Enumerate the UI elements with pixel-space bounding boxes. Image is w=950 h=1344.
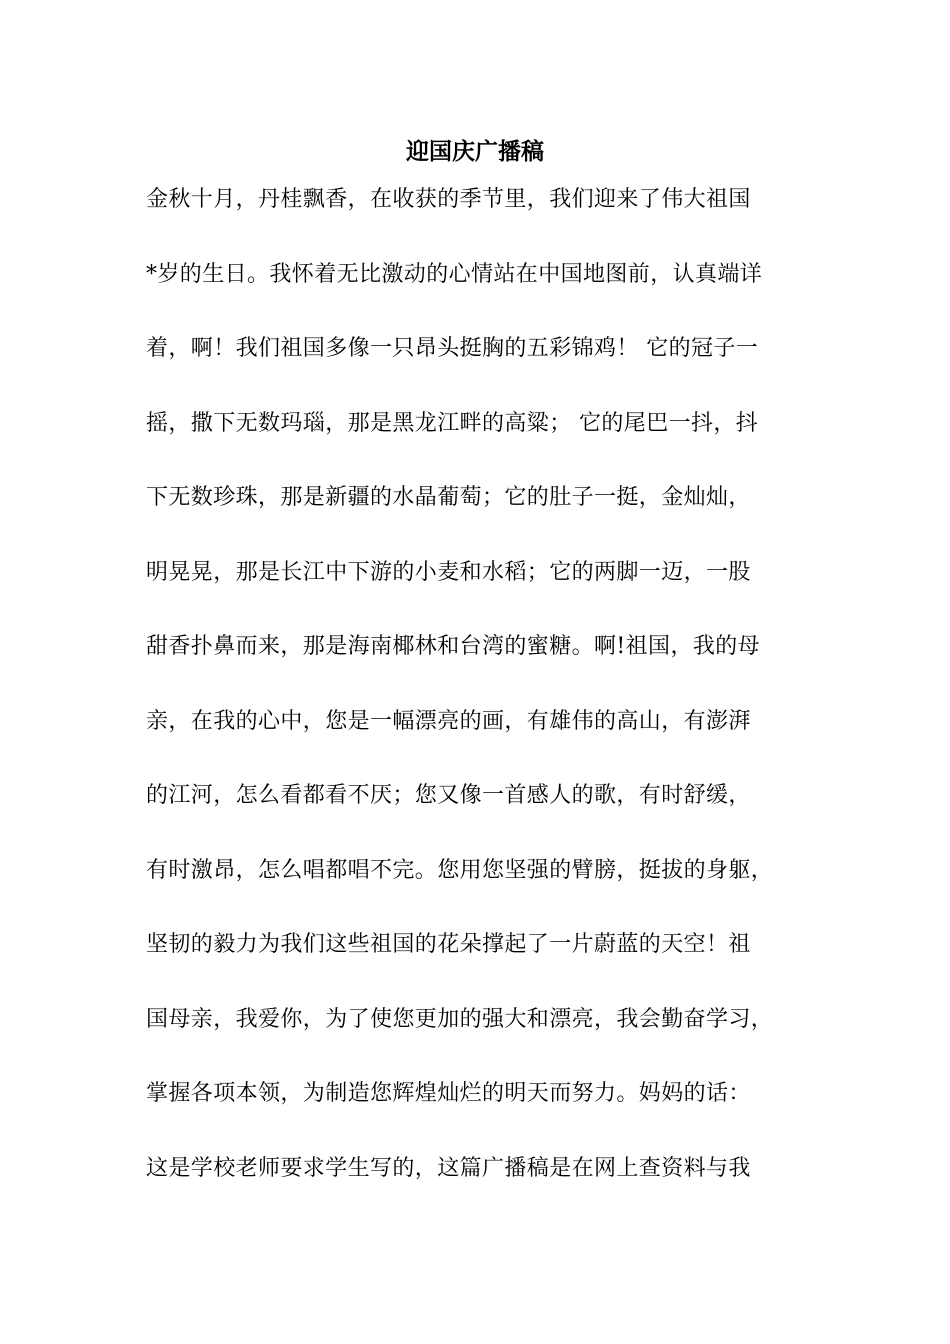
text-line-3: 着，啊！我们祖国多像一只昂头挺胸的五彩锦鸡！ 它的冠子一 xyxy=(146,336,759,361)
document-body xyxy=(146,180,826,1223)
document-title: 迎国庆广播稿 xyxy=(406,138,544,165)
text-line-12: 国母亲，我爱你，为了使您更加的强大和漂亮，我会勤奋学习， xyxy=(146,1006,774,1032)
text-line-9: 的江河，怎么看都看不厌；您又像一首感人的歌，有时舒缓， xyxy=(146,783,751,808)
text-line-1: 金秋十月，丹桂飘香，在收获的季节里，我们迎来了伟大祖国 xyxy=(146,187,751,212)
text-line-7: 甜香扑鼻而来，那是海南椰林和台湾的蜜糖。啊!祖国，我的母 xyxy=(146,634,761,659)
text-line-2: *岁的生日。我怀着无比激动的心情站在中国地图前，认真端详 xyxy=(146,261,763,287)
text-line-8: 亲，在我的心中，您是一幅漂亮的画，有雄伟的高山，有澎湃 xyxy=(146,708,751,734)
text-line-6: 明晃晃，那是长江中下游的小麦和水稻；它的两脚一迈，一股 xyxy=(146,559,751,585)
text-line-10: 有时激昂，怎么唱都唱不完。您用您坚强的臂膀，挺拔的身躯， xyxy=(146,857,774,883)
text-line-11: 坚韧的毅力为我们这些祖国的花朵撑起了一片蔚蓝的天空！祖 xyxy=(146,932,751,957)
text-line-4: 摇，撒下无数玛瑙，那是黑龙江畔的高粱； 它的尾巴一抖，抖 xyxy=(146,410,759,436)
text-line-13: 掌握各项本领，为制造您辉煌灿烂的明天而努力。妈妈的话： xyxy=(146,1081,751,1106)
text-line-14: 这是学校老师要求学生写的，这篇广播稿是在网上查资料与我 xyxy=(146,1155,751,1181)
text-line-5: 下无数珍珠，那是新疆的水晶葡萄；它的肚子一挺，金灿灿， xyxy=(146,485,751,510)
